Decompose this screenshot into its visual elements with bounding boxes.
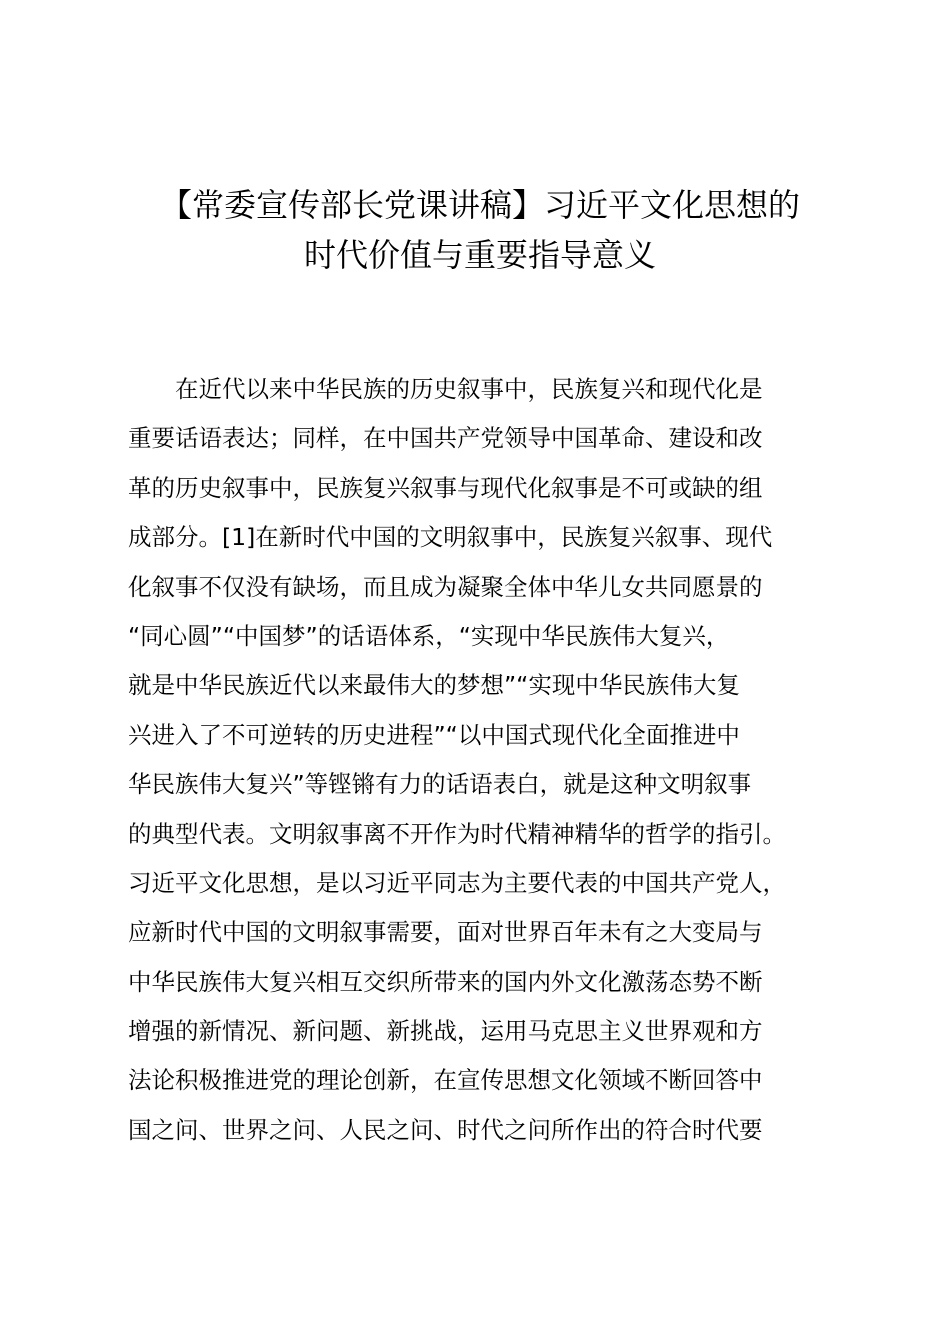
paragraph-line: 重要话语表达；同样，在中国共产党领导中国革命、建设和改 bbox=[128, 424, 763, 453]
paragraph-line: 国之问、世界之问、人民之问、时代之问所作出的符合时代要 bbox=[128, 1115, 763, 1144]
document-title bbox=[110, 180, 850, 280]
paragraph-line: “同心圆”“中国梦”的话语体系，“实现中华民族伟大复兴， bbox=[128, 621, 730, 650]
paragraph-line: 在近代以来中华民族的历史叙事中，民族复兴和现代化是 bbox=[175, 375, 763, 403]
paragraph-line: 兴进入了不可逆转的历史进程”“以中国式现代化全面推进中 bbox=[128, 720, 740, 749]
paragraph-line: 习近平文化思想，是以习近平同志为主要代表的中国共产党人， bbox=[128, 868, 786, 897]
body-paragraph bbox=[128, 365, 838, 1155]
paragraph-line: 就是中华民族近代以来最伟大的梦想”“实现中华民族伟大复 bbox=[128, 671, 740, 700]
paragraph-line: 华民族伟大复兴”等铿锵有力的话语表白，就是这种文明叙事 bbox=[128, 770, 752, 799]
paragraph-line: 成部分。[1]在新时代中国的文明叙事中，民族复兴叙事、现代 bbox=[128, 523, 773, 552]
paragraph-line: 的典型代表。文明叙事离不开作为时代精神精华的哲学的指引。 bbox=[128, 819, 786, 848]
title-line: 时代价值与重要指导意义 bbox=[303, 236, 656, 274]
paragraph-line: 法论积极推进党的理论创新，在宣传思想文化领域不断回答中 bbox=[128, 1066, 763, 1095]
paragraph-line: 增强的新情况、新问题、新挑战，运用马克思主义世界观和方 bbox=[128, 1017, 763, 1046]
paragraph-line: 中华民族伟大复兴相互交织所带来的国内外文化激荡态势不断 bbox=[128, 967, 763, 996]
paragraph-line: 革的历史叙事中，民族复兴叙事与现代化叙事是不可或缺的组 bbox=[128, 473, 763, 502]
title-line: 【常委宣传部长党课讲稿】习近平文化思想的 bbox=[159, 186, 800, 224]
paragraph-line: 化叙事不仅没有缺场，而且成为凝聚全体中华儿女共同愿景的 bbox=[128, 572, 763, 601]
paragraph-line: 应新时代中国的文明叙事需要，面对世界百年未有之大变局与 bbox=[128, 918, 763, 947]
